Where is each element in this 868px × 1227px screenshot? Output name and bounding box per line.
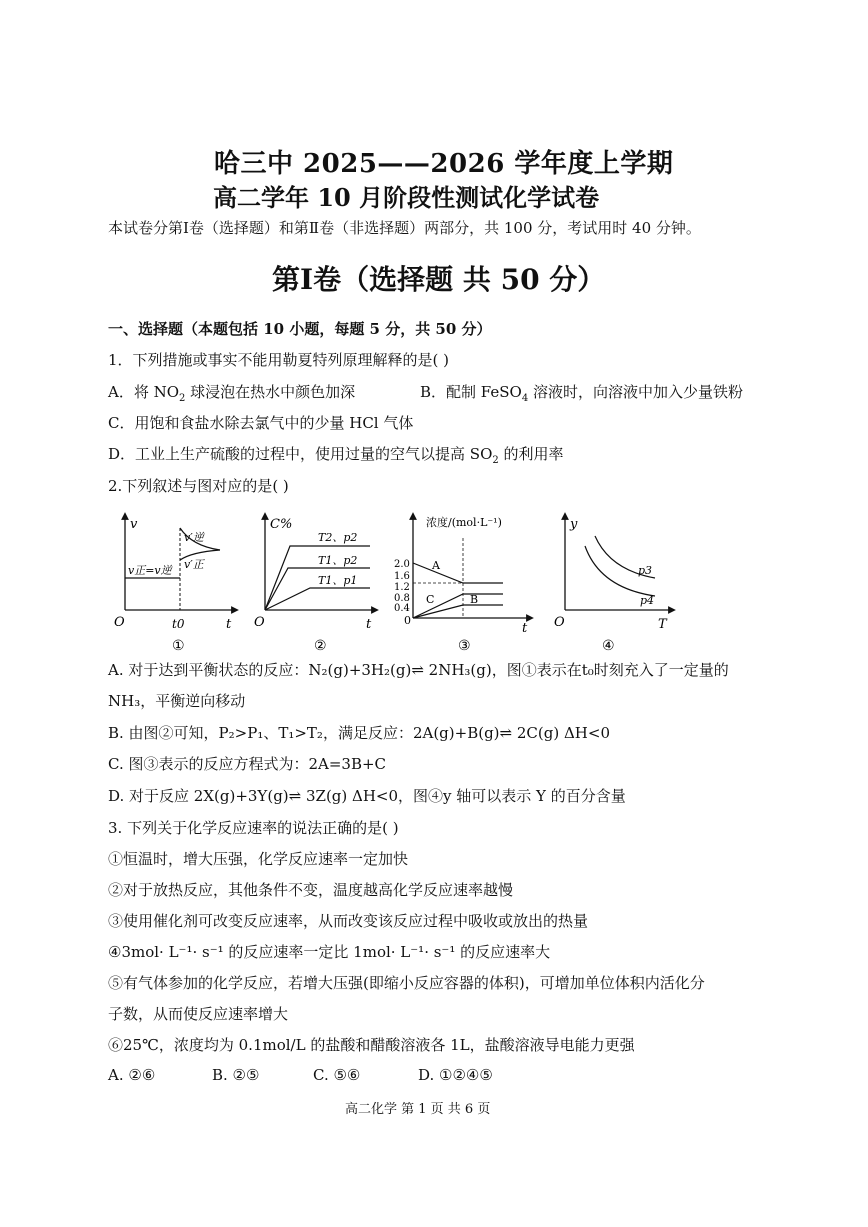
graph-4-label-p3: p3 bbox=[638, 564, 653, 577]
section-title: 第Ⅰ卷（选择题 共 50 分） bbox=[272, 263, 606, 296]
question-1-option-d bbox=[108, 443, 564, 466]
graph-1-eq-label: v正=v逆 bbox=[128, 564, 172, 577]
question-3-statement-6: ⑥25℃，浓度均为 0.1mol/L 的盐酸和醋酸溶液各 1L，盐酸溶液导电能力更强 bbox=[108, 1036, 635, 1054]
graph-3-number: ③ bbox=[458, 638, 471, 654]
graph-1-t0-label: t0 bbox=[172, 617, 185, 631]
graph-1-x-label: t bbox=[226, 617, 232, 632]
question-2-option-c: C. 图③表示的反应方程式为：2A=3B+C bbox=[108, 755, 387, 773]
part-heading: 一、选择题（本题包括 10 小题，每题 5 分，共 50 分） bbox=[108, 320, 492, 338]
graph-3-label-a: A bbox=[432, 559, 440, 572]
question-2-option-a-line1: A. 对于达到平衡状态的反应：N₂(g)+3H₂(g)⇌ 2NH₃(g)，图①表示在t₀时刻充入了一定量的 bbox=[108, 661, 729, 679]
graph-3-tick-1-2: 1.2 bbox=[394, 582, 410, 593]
q1-b-pre: B．配制 FeSO bbox=[420, 383, 522, 401]
graph-3-x-label: t bbox=[522, 621, 528, 636]
q1-a-post: 球浸泡在热水中颜色加深 bbox=[185, 383, 356, 401]
question-2-option-b: B. 由图②可知，P₂>P₁、T₁>T₂，满足反应：2A(g)+B(g)⇌ 2C(g) ΔH<0 bbox=[108, 724, 610, 742]
q1-a-pre: A．将 NO bbox=[108, 383, 180, 401]
graph-4 bbox=[550, 508, 680, 658]
q1-b-sub: 4 bbox=[521, 393, 529, 404]
graph-2-curve-3 bbox=[265, 588, 370, 610]
question-1-option-a bbox=[108, 381, 355, 404]
graph-3-tick-0-8: 0.8 bbox=[394, 593, 410, 604]
graph-2-number: ② bbox=[314, 638, 327, 654]
graph-3-tick-0-4: 0.4 bbox=[394, 603, 410, 614]
graph-1-fwd-label: v′正 bbox=[184, 558, 204, 571]
q1-b-post: 溶液时，向溶液中加入少量铁粉 bbox=[528, 383, 743, 401]
question-2-option-a-line2: NH₃，平衡逆向移动 bbox=[108, 692, 246, 710]
graph-4-x-label: T bbox=[658, 617, 667, 632]
question-3-statement-4: ④3mol· L⁻¹· s⁻¹ 的反应速率一定比 1mol· L⁻¹· s⁻¹ 的反应速率大 bbox=[108, 943, 551, 961]
graph-3-label-c: C bbox=[426, 593, 435, 606]
page-footer: 高二化学 第 1 页 共 6 页 bbox=[345, 1102, 491, 1117]
q1-a-sub: 2 bbox=[179, 393, 186, 404]
graph-4-label-p4: p4 bbox=[640, 594, 655, 607]
exam-title-line2: 高二学年 10 月阶段性测试化学试卷 bbox=[213, 183, 600, 212]
graph-3-label-b: B bbox=[470, 593, 479, 606]
graph-3-origin: 0 bbox=[404, 614, 411, 627]
graph-1-number: ① bbox=[172, 638, 185, 654]
question-3-stem: 3. 下列关于化学反应速率的说法正确的是( ) bbox=[108, 819, 399, 837]
question-3-statement-3: ③使用催化剂可改变反应速率，从而改变该反应过程中吸收或放出的热量 bbox=[108, 912, 589, 930]
graph-4-origin: O bbox=[554, 615, 565, 630]
question-1-stem: 1．下列措施或事实不能用勒夏特列原理解释的是( ) bbox=[108, 351, 450, 369]
question-2-stem: 2.下列叙述与图对应的是( ) bbox=[108, 477, 289, 495]
graph-1-y-label: v bbox=[130, 517, 138, 532]
question-3-statement-1: ①恒温时，增大压强，化学反应速率一定加快 bbox=[108, 850, 409, 868]
exam-title-line1: 哈三中 2025——2026 学年度上学期 bbox=[214, 149, 674, 179]
graph-3 bbox=[388, 508, 538, 658]
graph-2-label-3: T1、p1 bbox=[318, 574, 358, 587]
graph-2-label-1: T2、p2 bbox=[318, 531, 358, 544]
graph-2-label-2: T1、p2 bbox=[318, 554, 358, 567]
graph-2 bbox=[250, 508, 380, 658]
graph-2-x-label: t bbox=[366, 617, 372, 632]
graph-1-origin: O bbox=[114, 615, 125, 630]
question-3-option-a: A. ②⑥ bbox=[108, 1066, 156, 1084]
question-3-option-b: B. ②⑤ bbox=[212, 1066, 260, 1084]
exam-intro: 本试卷分第Ⅰ卷（选择题）和第Ⅱ卷（非选择题）两部分，共 100 分，考试用时 40 分钟。 bbox=[108, 219, 701, 237]
q1-d-post: 的利用率 bbox=[498, 445, 564, 463]
graph-4-number: ④ bbox=[602, 638, 615, 654]
q1-d-sub: 2 bbox=[492, 455, 499, 466]
graph-3-tick-1-6: 1.6 bbox=[394, 571, 410, 582]
graph-1-rev-label: v′逆 bbox=[184, 531, 204, 544]
graph-1 bbox=[110, 508, 240, 658]
question-3-option-d: D. ①②④⑤ bbox=[418, 1066, 493, 1084]
question-3-option-c: C. ⑤⑥ bbox=[313, 1066, 361, 1084]
graph-2-origin: O bbox=[254, 615, 265, 630]
graph-3-y-label: 浓度/(mol·L⁻¹) bbox=[426, 516, 502, 529]
question-1-option-b bbox=[420, 381, 743, 404]
q1-d-pre: D．工业上生产硫酸的过程中，使用过量的空气以提高 SO bbox=[108, 445, 493, 463]
question-3-statement-2: ②对于放热反应，其他条件不变，温度越高化学反应速率越慢 bbox=[108, 881, 514, 899]
question-2-option-d: D. 对于反应 2X(g)+3Y(g)⇌ 3Z(g) ΔH<0，图④y 轴可以表示 Y 的百分含量 bbox=[108, 787, 626, 805]
graph-3-curve-a bbox=[413, 563, 503, 583]
question-1-option-c: C．用饱和食盐水除去氯气中的少量 HCl 气体 bbox=[108, 414, 414, 432]
graph-4-y-label: y bbox=[570, 517, 578, 532]
graph-3-tick-2-0: 2.0 bbox=[394, 559, 410, 570]
graph-2-y-label: C% bbox=[270, 517, 293, 532]
question-3-statement-5-line1: ⑤有气体参加的化学反应，若增大压强(即缩小反应容器的体积)，可增加单位体积内活化分 bbox=[108, 974, 705, 992]
question-3-statement-5-line2: 子数，从而使反应速率增大 bbox=[108, 1005, 289, 1023]
